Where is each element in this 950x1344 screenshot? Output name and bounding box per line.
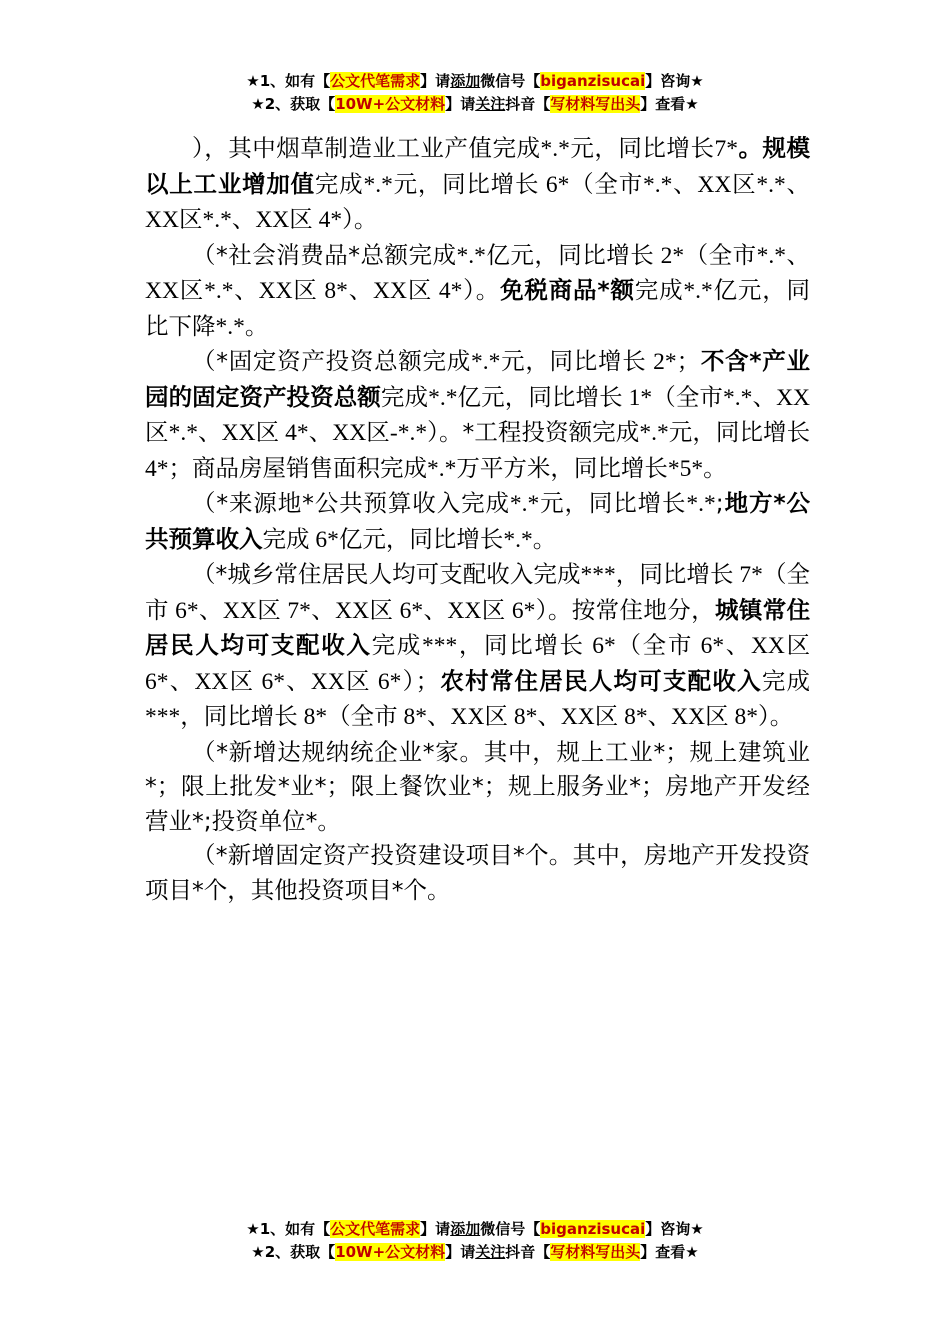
highlight-service: 公文代笔需求 <box>330 72 421 90</box>
number-text: *.* <box>168 420 198 446</box>
header-banner <box>0 70 950 116</box>
text-run: 。 <box>703 453 727 482</box>
text-run: 区 <box>369 595 394 624</box>
banner-text: 】查看★ <box>640 1243 699 1261</box>
text-run: ，同比增长 <box>457 631 585 659</box>
text-run: ）。 <box>757 702 794 730</box>
number-text: XX <box>332 420 367 446</box>
text-run: 、 <box>427 702 451 730</box>
number-text: 8* <box>297 704 328 730</box>
text-run: 、 <box>308 418 333 446</box>
text-run: 、 <box>347 276 374 304</box>
bold-text: 规模以上工业增加值 <box>145 134 811 198</box>
text-run: 、 <box>284 666 311 695</box>
number-text: *** <box>145 704 181 730</box>
text-run: 区 <box>145 418 169 446</box>
number-text: *.* <box>723 384 753 411</box>
number-text: 8* <box>507 704 538 730</box>
bold-text: 不含*产业园的固定资产投资总额 <box>145 347 811 411</box>
bold-text: 城镇常住居民人均可支配收入 <box>145 595 811 659</box>
highlight-materials: 10W+公文材料 <box>335 95 446 113</box>
paragraph <box>145 838 810 907</box>
number-text: XX <box>145 278 179 304</box>
text-run: ，同比增长 <box>180 702 298 730</box>
text-run: （全市 <box>145 560 811 624</box>
number-text: *.* <box>540 136 570 162</box>
text-run: 元，同比增长 <box>392 169 540 198</box>
text-run: ）； <box>401 666 440 695</box>
text-run: 。 <box>244 311 269 340</box>
text-run: 元，同比增长 <box>668 418 811 446</box>
number-text: XX <box>750 633 785 659</box>
number-text: 8* <box>397 704 427 730</box>
paragraph <box>145 344 810 486</box>
text-run: 完成 <box>371 631 422 659</box>
banner-text: ★2、获取【 <box>251 95 336 113</box>
banner-text: 】请 <box>445 1243 476 1261</box>
text-run: 区 <box>344 666 371 695</box>
text-run: 区 <box>178 276 205 304</box>
text-run: 万平方米，同比增长 <box>456 453 668 482</box>
number-text: *.* <box>471 349 501 375</box>
text-run: ; <box>715 489 724 517</box>
text-run: 、 <box>647 702 672 730</box>
banner-line-1 <box>0 1218 950 1241</box>
number-text: *.* <box>204 278 234 304</box>
text-run: 区 <box>292 276 318 304</box>
text-run: ）。 <box>342 205 378 233</box>
number-text: -*.* <box>389 420 428 446</box>
bold-text: 农村常住居民人均可支配收入 <box>439 666 762 695</box>
number-text: XX <box>447 597 482 624</box>
text-run: 区 <box>484 702 508 730</box>
text-run: （全市 <box>569 169 643 198</box>
highlight-service: 公文代笔需求 <box>330 1220 421 1238</box>
text-run: 完成 <box>314 169 364 198</box>
paragraph <box>145 131 810 238</box>
paragraph <box>145 238 810 345</box>
number-text: 4* <box>432 278 463 304</box>
text-run: （*新增达规纳统企业*家。其中，规上工业*；规上建筑业*；限上批发*业*；限上餐饮业*；规上服务业*；房地产开发经营业*;投资单位*。 <box>145 737 810 835</box>
number-text: *.* <box>363 171 393 198</box>
number-text: *.* <box>686 491 716 517</box>
banner-text: 】请 <box>445 95 476 113</box>
text-run: 、 <box>197 418 222 446</box>
text-run: （全市 <box>684 240 757 269</box>
text-run: ；商品房屋销售面积完成 <box>168 453 427 482</box>
number-text: 8* <box>618 704 648 730</box>
text-run: （全市 <box>327 702 398 730</box>
banner-text: 微信号【 <box>480 72 541 90</box>
number-text: *.* <box>683 278 713 304</box>
text-run: （全市 <box>652 382 724 411</box>
paragraph <box>145 486 810 557</box>
number-text: *.* <box>503 526 533 553</box>
text-run: 、 <box>724 631 751 659</box>
number-text: 2* <box>654 242 685 269</box>
text-run: 、 <box>785 169 811 198</box>
banner-text: 】请 <box>420 1220 451 1238</box>
text-run: 完成 <box>262 524 310 553</box>
number-text: 6* <box>309 526 339 553</box>
text-run: 区 <box>407 276 433 304</box>
highlight-wechat-id: biganzisucai <box>540 72 646 90</box>
text-run: 、 <box>233 276 259 304</box>
text-run: 区 <box>705 702 729 730</box>
number-text: *.* <box>456 242 486 269</box>
paragraph <box>145 735 810 839</box>
text-run: 区 <box>481 595 506 624</box>
text-run: ）。按常住地分， <box>535 595 716 624</box>
text-run: ； <box>676 347 701 375</box>
text-run: ），其中烟草制造业工业产值完成 <box>192 134 541 162</box>
text-run: 完成 <box>634 276 684 304</box>
number-text: 6* <box>505 597 536 624</box>
text-run: ）。 <box>462 276 501 304</box>
banner-line-2 <box>0 93 950 116</box>
number-text: XX <box>671 704 706 730</box>
text-run: 、 <box>752 382 777 411</box>
number-text: 2* <box>646 349 677 375</box>
number-text: 6* <box>393 597 424 624</box>
text-run: 区 <box>289 205 313 233</box>
number-text: XX <box>560 704 595 730</box>
banner-text: 】请 <box>420 72 451 90</box>
text-run: 、 <box>537 702 561 730</box>
highlight-wechat-id: biganzisucai <box>540 1220 646 1238</box>
number-text: XX <box>145 207 179 233</box>
text-run: 亿元，同比增长 <box>457 382 623 411</box>
number-text: *** <box>421 633 458 659</box>
number-text: *.* <box>509 491 540 517</box>
number-text: *.* <box>215 313 245 340</box>
number-text: 8* <box>317 278 348 304</box>
text-run: （*城乡常住居民人均可支配收入完成 <box>192 560 581 588</box>
text-run: 元，同比增长 <box>500 347 647 375</box>
banner-line-1 <box>0 70 950 93</box>
number-text: 6* <box>539 171 570 198</box>
number-text: 6* <box>693 633 725 659</box>
text-run: 、 <box>231 205 256 233</box>
number-text: XX <box>776 384 811 411</box>
banner-text: 抖音【 <box>505 95 551 113</box>
underline-text: 添加 <box>450 1220 481 1238</box>
text-run: 。 <box>532 524 557 553</box>
number-text: 8* <box>728 704 758 730</box>
text-run: 元，同比增长 <box>539 489 687 517</box>
number-text: *5* <box>667 455 704 482</box>
footer-banner <box>0 1218 950 1264</box>
number-text: 4* <box>279 420 309 446</box>
number-text: 6* <box>145 668 169 695</box>
text-run: 亿元，同比下降 <box>145 276 811 340</box>
number-text: XX <box>450 704 485 730</box>
banner-text: 】咨询★ <box>645 1220 704 1238</box>
number-text: *.* <box>202 207 232 233</box>
highlight-douyin-account: 写材料写出头 <box>550 95 641 113</box>
text-run: 、 <box>198 595 223 624</box>
highlight-douyin-account: 写材料写出头 <box>550 1243 641 1261</box>
underline-text: 关注 <box>475 95 506 113</box>
number-text: 6* <box>254 668 285 695</box>
number-text: XX <box>222 597 257 624</box>
text-run: 亿元，同比增长 <box>485 240 655 269</box>
number-text: XX <box>194 668 229 695</box>
bold-text: 免税商品*额 <box>500 276 635 304</box>
paragraph <box>145 557 810 735</box>
banner-text: ★1、如有【 <box>246 1220 331 1238</box>
number-text: 4* <box>145 455 169 482</box>
text-run: （*社会消费品*总额完成 <box>192 240 457 269</box>
text-run: 区 <box>784 631 811 659</box>
number-text: 7* <box>714 136 738 162</box>
text-run: 区 <box>731 169 757 198</box>
text-run: 区 <box>366 418 390 446</box>
banner-text: 】咨询★ <box>645 72 704 90</box>
text-run: 亿元，同比增长 <box>338 524 504 553</box>
number-text: 7* <box>733 562 763 588</box>
text-run: ，同比增长 <box>615 560 734 588</box>
text-run: 完成 <box>761 666 811 695</box>
number-text: XX <box>335 597 370 624</box>
text-run: 、 <box>310 595 336 624</box>
number-text: *** <box>580 562 616 588</box>
banner-text: 抖音【 <box>505 1243 551 1261</box>
text-run: （*新增固定资产投资建设项目*个。其中，房地产开发投资项目*个，其他投资项目*个。 <box>145 841 810 904</box>
number-text: XX <box>258 278 293 304</box>
number-text: *.* <box>427 455 457 482</box>
document-body <box>145 131 810 907</box>
text-run: 区 <box>228 666 255 695</box>
number-text: 4* <box>312 207 343 233</box>
text-run: 区 <box>178 205 203 233</box>
text-run: 、 <box>168 666 195 695</box>
text-run: 元，同比增长 <box>569 134 715 162</box>
text-run: 区 <box>594 702 619 730</box>
number-text: *.* <box>756 171 786 198</box>
text-run: 区 <box>256 595 282 624</box>
number-text: XX <box>255 207 290 233</box>
bold-text: 。 <box>737 134 763 162</box>
text-run: 、 <box>423 595 448 624</box>
text-run: 区 <box>255 418 280 446</box>
text-run: ）。*工程投资额完成 <box>427 418 640 446</box>
text-run: 、 <box>672 169 698 198</box>
banner-text: 】查看★ <box>640 95 699 113</box>
text-run: （*固定资产投资总额完成 <box>192 347 471 375</box>
number-text: XX <box>697 171 732 198</box>
text-run: 完成 <box>380 382 429 411</box>
number-text: *.* <box>639 420 669 446</box>
number-text: 1* <box>622 384 653 411</box>
underline-text: 添加 <box>450 72 481 90</box>
number-text: 6* <box>168 597 199 624</box>
bold-text: 地方*公共预算收入 <box>145 489 811 553</box>
number-text: XX <box>373 278 407 304</box>
number-text: 6* <box>370 668 402 695</box>
number-text: *.* <box>756 242 787 269</box>
banner-text: ★1、如有【 <box>246 72 331 90</box>
number-text: *.* <box>428 384 458 411</box>
text-run: 、 <box>786 240 811 269</box>
text-run: （*来源地*公共预算收入完成 <box>192 489 510 517</box>
number-text: 6* <box>584 633 616 659</box>
banner-text: 微信号【 <box>480 1220 541 1238</box>
number-text: 7* <box>281 597 311 624</box>
text-run: （全市 <box>615 631 694 659</box>
number-text: *.* <box>642 171 673 198</box>
banner-text: ★2、获取【 <box>251 1243 336 1261</box>
number-text: XX <box>221 420 256 446</box>
number-text: XX <box>310 668 345 695</box>
highlight-materials: 10W+公文材料 <box>335 1243 446 1261</box>
underline-text: 关注 <box>475 1243 506 1261</box>
banner-line-2 <box>0 1241 950 1264</box>
